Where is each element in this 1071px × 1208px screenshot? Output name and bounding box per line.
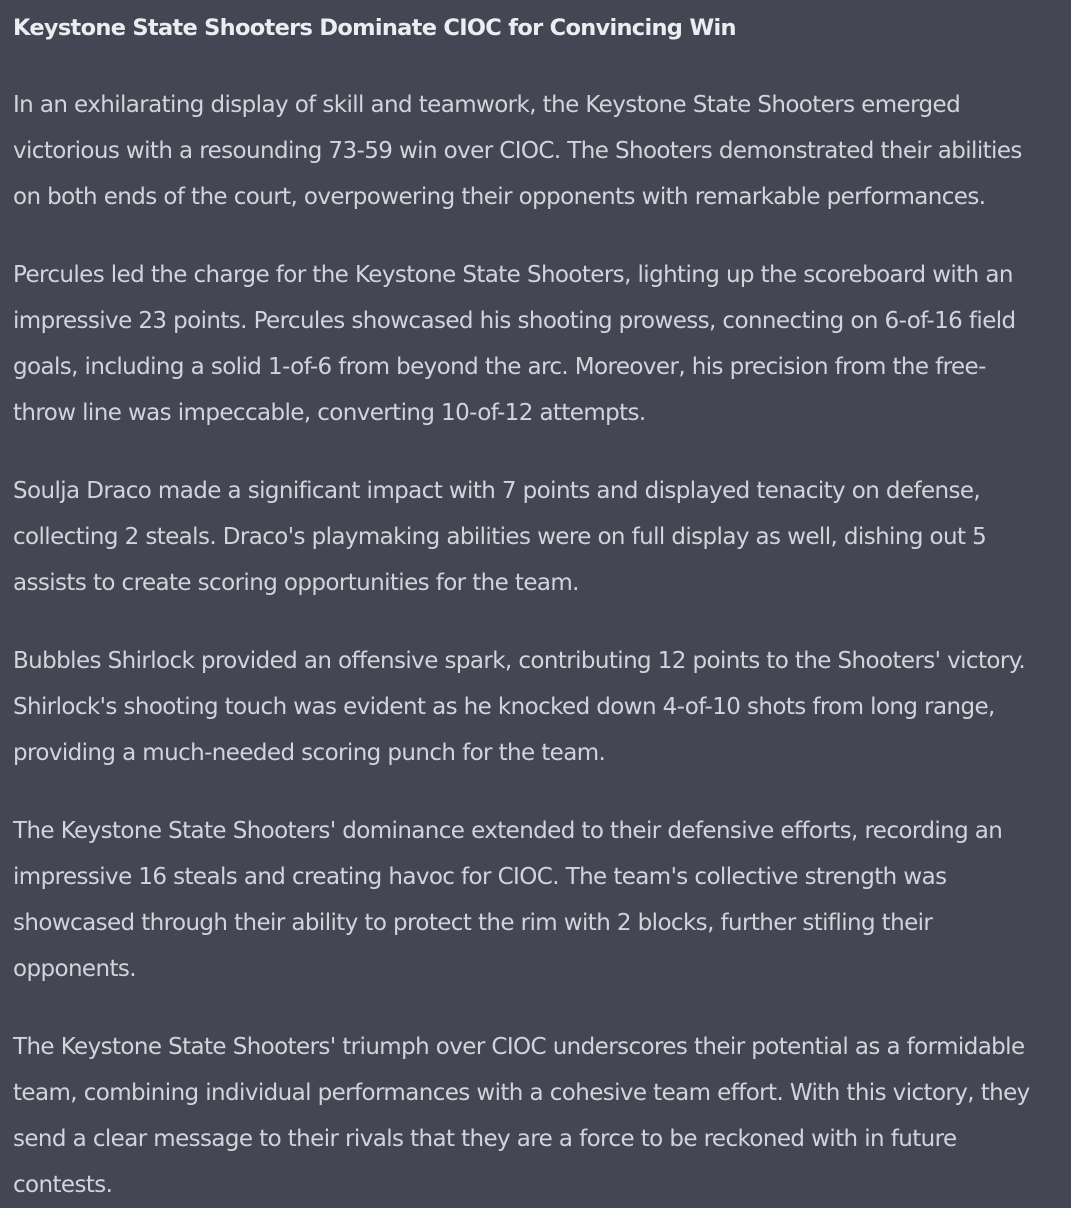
paragraph-intro: In an exhilarating display of skill and teamwork, the Keystone State Shooters emerged victorious with a resounding 73-59 win over CIOC. The Shooters demonstrated their abilities on both ends of the court, overpowering their opponents with remarkable performances. [13,92,1022,210]
article-headline: Keystone State Shooters Dominate CIOC for Convincing Win [13,15,736,41]
paragraph-bubbles-shirlock: Bubbles Shirlock provided an offensive spark, contributing 12 points to the Shooters' victory. Shirlock's shooting touch was evident as he knocked down 4-of-10 shots from long range, providing a much-needed scoring punch for the team. [13,648,1026,766]
assistant-message [13,0,1071,1198]
paragraph-conclusion: The Keystone State Shooters' triumph over CIOC underscores their potential as a formidable team, combining individual performances with a cohesive team effort. With this victory, they send a clear message to their rivals that they are a force to be reckoned with in future contests. [13,1034,1030,1198]
paragraph-percules: Percules led the charge for the Keystone State Shooters, lighting up the scoreboard with an impressive 23 points. Percules showcased his shooting prowess, connecting on 6-of-16 field goals, including a solid 1-of-6 from beyond the arc. Moreover, his precision from the free- throw line was impeccable, converting 10-of-12 attempts. [13,262,1016,426]
paragraph-soulja-draco: Soulja Draco made a significant impact with 7 points and displayed tenacity on defense, collecting 2 steals. Draco's playmaking abilities were on full display as well, dishing out 5 assists to create scoring opportunities for the team. [13,478,987,596]
paragraph-defense: The Keystone State Shooters' dominance extended to their defensive efforts, recording an impressive 16 steals and creating havoc for CIOC. The team's collective strength was showcased through their ability to protect the rim with 2 blocks, further stifling their opponents. [13,818,1003,982]
